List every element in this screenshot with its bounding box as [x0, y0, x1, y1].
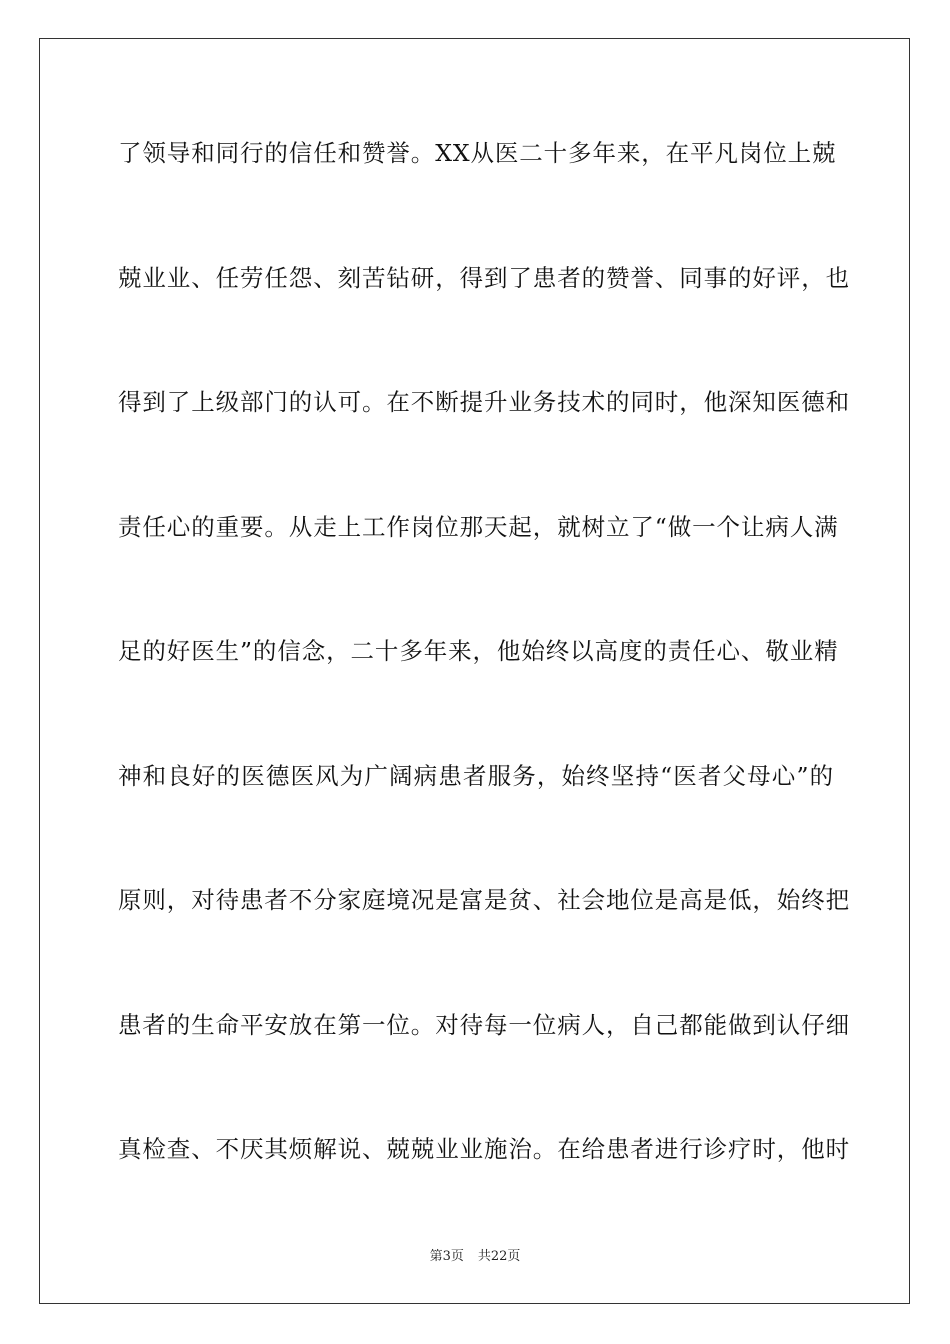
text-line: 了领导和同行的信任和赞誉。XX从医二十多年来，在平凡岗位上兢: [118, 139, 837, 167]
text-line: 神和良好的医德医风为广阔病患者服务，始终坚持“医者父母心”的: [118, 761, 834, 790]
text-line: 得到了上级部门的认可。在不断提升业务技术的同时，他深知医德和: [118, 388, 850, 416]
text-line: 原则，对待患者不分家庭境况是富是贫、社会地位是高是低，始终把: [118, 886, 850, 914]
page-footer: [0, 1248, 950, 1266]
text-line: 兢业业、任劳任怨、刻苦钻研，得到了患者的赞誉、同事的好评，也: [118, 263, 850, 292]
text-line: 足的好医生”的信念，二十多年来，他始终以高度的责任心、敬业精: [118, 637, 839, 665]
text-line: 患者的生命平安放在第一位。对待每一位病人，自己都能做到认仔细: [118, 1010, 850, 1039]
page-number: 第3页: [429, 1249, 464, 1264]
total-pages: 共22页: [477, 1249, 521, 1264]
text-line: 真检查、不厌其烦解说、兢兢业业施治。在给患者进行诊疗时，他时: [118, 1135, 850, 1163]
document-body: [118, 128, 850, 1249]
text-line: 责任心的重要。从走上工作岗位那天起，就树立了“做一个让病人满: [118, 512, 839, 541]
